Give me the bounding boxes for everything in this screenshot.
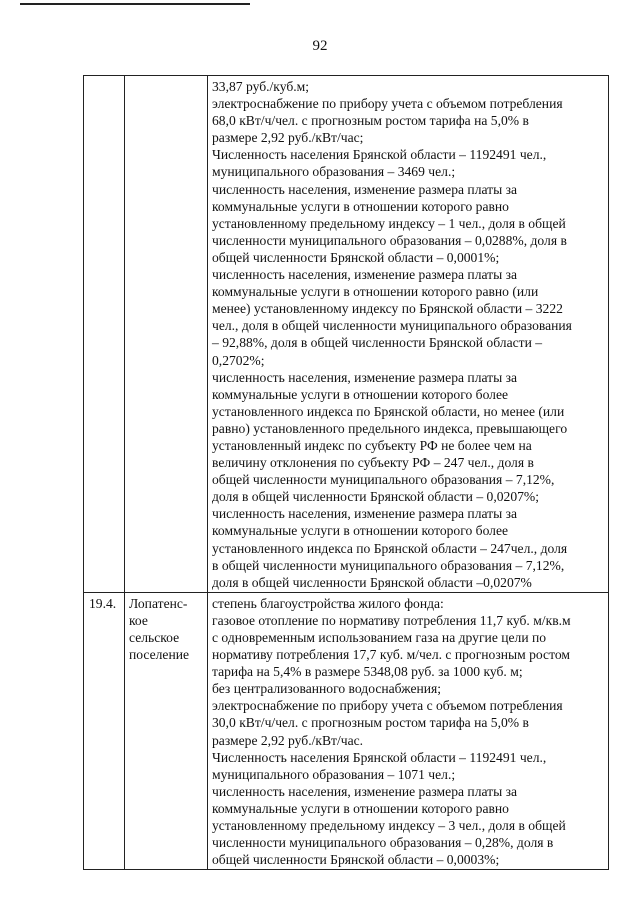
description-line: численность населения, изменение размера платы за: [212, 506, 518, 522]
description-line: численность населения, изменение размера платы за: [212, 267, 518, 283]
description-cell: [208, 592, 609, 870]
description-line: величину отклонения по субъекту РФ – 247 чел., доля в: [212, 455, 534, 471]
settlement-name-line: кое: [129, 612, 148, 628]
description-line: Численность населения Брянской области – 1192491 чел.,: [212, 147, 547, 163]
description-line: муниципального образования – 1071 чел.;: [212, 766, 456, 782]
settlement-name-line: сельское: [129, 630, 180, 645]
description-line: установленный индекс по субъекту РФ не более чем на: [212, 437, 532, 453]
description-line: – 92,88%, доля в общей численности Брянской области –: [212, 335, 543, 351]
description-line: нормативу потребления 17,7 куб. м/чел. с прогнозным ростом: [212, 647, 570, 663]
description-line: коммунальные услуги в отношении которого равно: [212, 800, 509, 816]
data-table: [83, 75, 609, 870]
row-number-cell: 19.4.: [84, 592, 125, 870]
description-line: численность населения, изменение размера платы за: [212, 181, 518, 197]
description-line: установленного индекса по Брянской области, но менее (или: [212, 403, 565, 419]
description-line: доля в общей численности Брянской области –0,0207%: [212, 574, 532, 590]
description-line: установленному предельному индексу – 3 чел., доля в общей: [212, 818, 566, 834]
description-line: муниципального образования – 3469 чел.;: [212, 164, 456, 180]
description-line: без централизованного водоснабжения;: [212, 681, 442, 697]
description-line: численности муниципального образования – 0,0288%, доля в: [212, 232, 567, 248]
description-line: электроснабжение по прибору учета с объемом потребления: [212, 698, 563, 714]
description-line: 0,2702%;: [212, 352, 265, 368]
description-line: численность населения, изменение размера платы за: [212, 783, 518, 799]
description-line: чел., доля в общей численности муниципального образования: [212, 318, 572, 334]
description-line: с одновременным использованием газа на другие цели по: [212, 630, 547, 645]
description-line: размере 2,92 руб./кВт/час;: [212, 130, 364, 146]
description-line: в общей численности муниципального образования – 7,12%,: [212, 557, 565, 573]
settlement-name-line: Лопатенс-: [129, 595, 188, 611]
description-cell: [208, 76, 609, 593]
description-line: установленного индекса по Брянской области – 247чел., доля: [212, 540, 568, 556]
table-row: [84, 76, 609, 593]
description-line: коммунальные услуги в отношении которого более: [212, 523, 509, 539]
description-line: электроснабжение по прибору учета с объемом потребления: [212, 96, 563, 112]
settlement-name-cell: [125, 592, 208, 870]
description-line: общей численности Брянской области – 0,0001%;: [212, 249, 500, 265]
page-number: 92: [312, 38, 328, 54]
description-line: коммунальные услуги в отношении которого равно (или: [212, 284, 539, 300]
description-line: общей численности Брянской области – 0,0003%;: [212, 852, 500, 868]
description-line: 68,0 кВт/ч/чел. с прогнозным ростом тарифа на 5,0% в: [212, 113, 529, 129]
table-row: [84, 592, 609, 870]
row-number-cell: [84, 76, 125, 593]
description-line: коммунальные услуги в отношении которого равно: [212, 198, 509, 214]
description-line: менее) установленному индексу по Брянской области – 3222: [212, 301, 563, 317]
settlement-name-cell: [125, 76, 208, 593]
description-line: установленному предельному индексу – 1 чел., доля в общей: [212, 215, 566, 231]
description-line: размере 2,92 руб./кВт/час.: [212, 732, 364, 748]
description-line: газовое отопление по нормативу потребления 11,7 куб. м/кв.м: [212, 612, 571, 628]
description-line: степень благоустройства жилого фонда:: [212, 595, 444, 611]
description-line: тарифа на 5,4% в размере 5348,08 руб. за 1000 куб. м;: [212, 664, 523, 680]
description-line: общей численности муниципального образования – 7,12%,: [212, 472, 555, 488]
description-line: Численность населения Брянской области – 1192491 чел.,: [212, 749, 547, 765]
settlement-name-line: поселение: [129, 647, 190, 663]
description-line: равно) установленного предельного индекса, превышающего: [212, 420, 568, 436]
description-line: коммунальные услуги в отношении которого более: [212, 386, 509, 402]
description-line: доля в общей численности Брянской области – 0,0207%;: [212, 489, 540, 505]
description-line: 30,0 кВт/ч/чел. с прогнозным ростом тарифа на 5,0% в: [212, 715, 529, 731]
description-line: численность населения, изменение размера платы за: [212, 369, 518, 385]
description-line: 33,87 руб./куб.м;: [212, 79, 310, 94]
description-line: численности муниципального образования – 0,28%, доля в: [212, 835, 554, 851]
top-rule: [20, 3, 250, 5]
